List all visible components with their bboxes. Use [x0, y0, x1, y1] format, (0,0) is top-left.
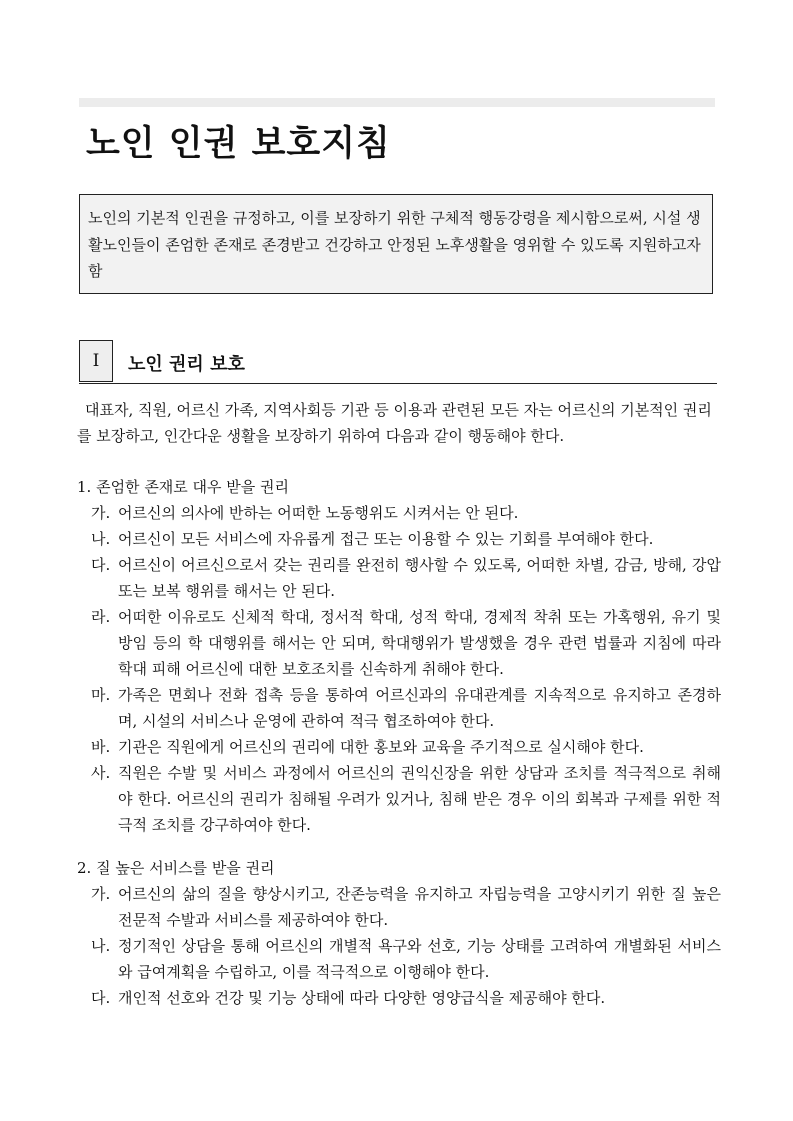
item-text: 기관은 직원에게 어르신의 권리에 대한 홍보와 교육을 주기적으로 실시해야 한다.: [118, 738, 644, 756]
section-number: Ⅰ: [79, 340, 113, 382]
list-item: [77, 881, 721, 933]
summary-box: 노인의 기본적 인권을 규정하고, 이를 보장하기 위한 구체적 행동강령을 제시함으로써, 시설 생활노인들이 존엄한 존재로 존경받고 건강하고 안정된 노후생활을 영위할 수 있도록 지원하고자 함: [79, 194, 713, 294]
list-item: [77, 500, 721, 526]
list-item: [77, 604, 721, 682]
item-marker: 나.: [91, 530, 111, 548]
item-text: 어르신이 모든 서비스에 자유롭게 접근 또는 이용할 수 있는 기회를 부여해야 한다.: [118, 530, 654, 548]
section-title: 노인 권리 보호: [128, 354, 245, 375]
section-header: [79, 340, 717, 384]
list-item: [77, 682, 721, 734]
list-item: [77, 933, 721, 985]
item-text: 어르신의 삶의 질을 향상시키고, 잔존능력을 유지하고 자립능력을 고양시키기 위한 질 높은 전문적 수발과 서비스를 제공하여야 한다.: [118, 885, 721, 929]
item-text: 직원은 수발 및 서비스 과정에서 어르신의 권익신장을 위한 상담과 조치를 적극적으로 취해야 한다. 어르신의 권리가 침해될 우려가 있거나, 침해 받은 경우 이의 회복과 구제를 위한 적극적 조치를 강구하여야 한다.: [118, 764, 721, 834]
item-marker: 나.: [91, 937, 111, 955]
item-marker: 마.: [91, 686, 111, 704]
section-intro: 대표자, 직원, 어르신 가족, 지역사회등 기관 등 이용과 관련된 모든 자는 어르신의 기본적인 권리를 보장하고, 인간다운 생활을 보장하기 위하여 다음과 같이 행동해야 한다.: [77, 401, 712, 445]
item-text: 어르신의 의사에 반하는 어떠한 노동행위도 시켜서는 안 된다.: [118, 504, 519, 522]
item-marker: 사.: [91, 764, 111, 782]
item-marker: 다.: [91, 989, 111, 1007]
item-marker: 바.: [91, 738, 111, 756]
item-marker: 가.: [91, 885, 111, 903]
item-marker: 라.: [91, 608, 111, 626]
rights-part-1: [77, 474, 721, 838]
list-item: [77, 526, 721, 552]
item-text: 어르신이 어르신으로서 갖는 권리를 완전히 행사할 수 있도록, 어떠한 차별, 감금, 방해, 강압 또는 보복 행위를 해서는 안 된다.: [118, 556, 721, 600]
item-text: 가족은 면회나 전화 접촉 등을 통하여 어르신과의 유대관계를 지속적으로 유지하고 존경하며, 시설의 서비스나 운영에 관하여 적극 협조하여야 한다.: [118, 686, 721, 730]
list-item: [77, 552, 721, 604]
item-text: 정기적인 상담을 통해 어르신의 개별적 욕구와 선호, 기능 상태를 고려하여 개별화된 서비스와 급여계획을 수립하고, 이를 적극적으로 이행해야 한다.: [118, 937, 721, 981]
part-heading: 2. 질 높은 서비스를 받을 권리: [77, 859, 275, 877]
item-marker: 가.: [91, 504, 111, 522]
list-item: [77, 985, 721, 1011]
list-item: [77, 760, 721, 838]
page-title: 노인 인권 보호지침: [86, 123, 391, 164]
list-item: [77, 734, 721, 760]
rights-part-2: [77, 855, 721, 1011]
part-heading: 1. 존엄한 존재로 대우 받을 권리: [77, 478, 290, 496]
item-text: 개인적 선호와 건강 및 기능 상태에 따라 다양한 영양급식을 제공해야 한다.: [118, 989, 606, 1007]
top-divider-bar: [79, 98, 715, 107]
item-text: 어떠한 이유로도 신체적 학대, 정서적 학대, 성적 학대, 경제적 착취 또는 가혹행위, 유기 및 방임 등의 학 대행위를 해서는 안 되며, 학대행위가 발생했을 경우 관련 법률과 지침에 따라 학대 피해 어르신에 대한 보호조치를 신속하게 취해야 한다.: [118, 608, 721, 678]
item-marker: 다.: [91, 556, 111, 574]
